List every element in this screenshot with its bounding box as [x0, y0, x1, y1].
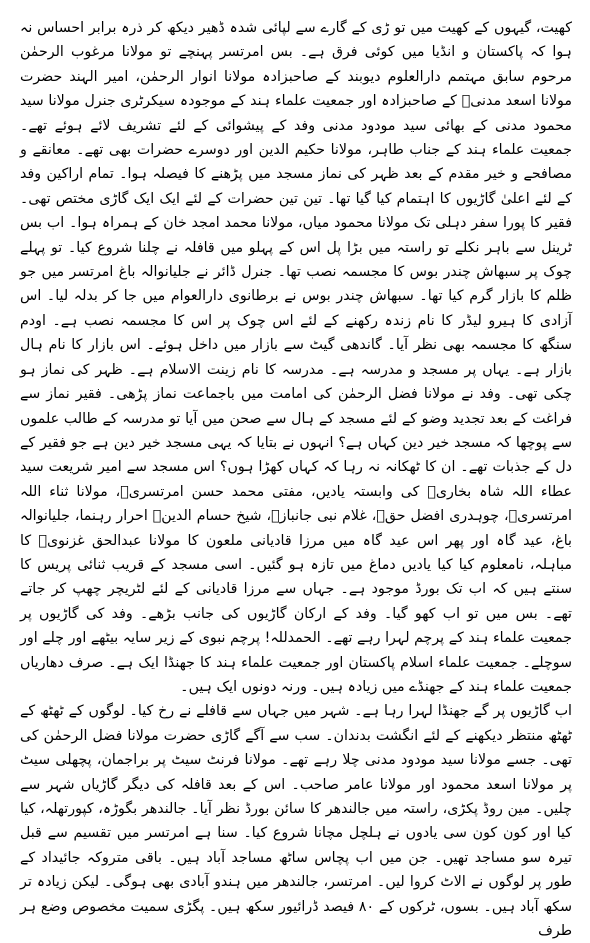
- article-body: [20, 16, 572, 943]
- article-paragraph-2: اب گاڑیوں پر گے جھنڈا لہرا رہا ہے۔ شہر میں جہاں سے قافلے نے رخ کیا۔ لوگوں کے ٹھٹھ کے ٹھٹھ منتظر دیکھنے کے لئے انگشت بدندان۔ سب سے آگے گاڑی حضرت مولانا فضل الرحمٰن کی تھی۔ جسے مولانا سید مودود مدنی چلا رہے تھے۔ مولانا فرنٹ سیٹ پر براجمان، پچھلی سیٹ پر مولانا اسعد محمود اور مولانا عامر صاحب۔ اس کے بعد قافلہ کی دیگر گاڑیاں شہر سے چلیں۔ مین روڈ پکڑی، راستہ میں جالندھر کا سائن بورڈ نظر آیا۔ جالندھر بگوڑہ، کپورتھلہ، کیا کیا اور کون کون سی یادوں نے ہلچل مچانا شروع کیا۔ سنا ہے امرتسر میں تقسیم سے قبل تیرہ سو مساجد تھیں۔ جن میں اب پچاس ساٹھ مساجد آباد ہیں۔ باقی متروکہ جائیداد کے طور پر لوگوں نے الاٹ کروا لیں۔ امرتسر، جالندھر میں ہندو آبادی بھی ہوگی۔ لیکن زیادہ تر سکھ آباد ہیں۔ بسوں، ٹرکوں کے ۸۰ فیصد ڈرائیور سکھ ہیں۔ پگڑی سمیت مخصوص وضع ہر طرف: [20, 703, 573, 940]
- article-paragraph-1: کھیت، گیہوں کے کھیت میں تو ڑی کے گارے سے لپائی شدہ ڈھیر دیکھ کر ذرہ برابر احساس نہ ہوا کہ پاکستان و انڈیا میں کوئی فرق ہے۔ بس امرتسر پہنچے تو مولانا مرغوب الرحمٰن مرحوم سابق مہتمم دارالعلوم دیوبند کے صاحبزادہ مولانا انوار الرحمٰن، امیر الہند حضرت مولانا اسعد مدنیؒ کے صاحبزادہ اور جمعیت علماء ہند کے موجودہ سیکرٹری جنرل مولانا سید محمود مدنی کے بھائی سید مودود مدنی وفد کے پیشوائی کے لئے تشریف لائے ہوئے تھے۔ جمعیت علماء ہند کے جناب طاہر، مولانا حکیم الدین اور دوسرے حضرات بھی تھے۔ معانقے و مصافحے و خیر مقدم کے بعد ظہر کی نماز مسجد میں پڑھنے کا فیصلہ ہوا۔ تمام اراکین وفد کے لئے اعلیٰ گاڑیوں کا اہتمام کیا گیا تھا۔ تین تین حضرات کے لئے ایک ایک گاڑی مختص تھی۔ فقیر کا پورا سفر دہلی تک مولانا محمود میاں، مولانا محمد امجد خان کے ہمراہ ہوا۔ اب بس ٹرینل سے باہر نکلے تو راستہ میں بڑا پل اس کے پہلو میں قافلہ نے چلنا شروع کیا۔ تو پہلے چوک پر سبھاش چندر بوس کا مجسمہ نصب تھا۔ جنرل ڈائر نے جلیانوالہ باغ امرتسر میں جو ظلم کا بازار گرم کیا تھا۔ سبھاش چندر بوس نے برطانوی دارالعوام میں جا کر بدلہ لیا۔ اس آزادی کا ہیرو لیڈر کا نام زندہ رکھنے کے لئے اس چوک پر اس کا مجسمہ نصب ہے۔ اودم سنگھ کا مجسمہ بھی نظر آیا۔ گاندھی گیٹ سے بازار میں داخل ہوئے۔ اس بازار کا نام ہال بازار ہے۔ یہاں پر مسجد و مدرسہ ہے۔ مدرسہ کا نام زینت الاسلام ہے۔ ظہر کی نماز ہو چکی تھی۔ وفد نے مولانا فضل الرحمٰن کی امامت میں باجماعت نماز پڑھی۔ فقیر نماز سے فراغت کے بعد تجدید وضو کے لئے مسجد کے ہال سے صحن میں آیا تو مدرسہ کے طالب علموں سے پوچھا کہ مسجد خیر دین کہاں ہے؟ انہوں نے بتایا کہ یہی مسجد خیر دین ہے جو فقیر کے دل کے جذبات تھے۔ ان کا ٹھکانہ نہ رہا کہ کہاں کھڑا ہوں؟ اس مسجد سے امیر شریعت سید عطاء اللہ شاہ بخاریؒ کی وابستہ یادیں، مفتی محمد حسن امرتسریؒ، مولانا ثناء اللہ امرتسریؒ، چوہدری افضل حقؒ، غلام نبی جانبازؒ، شیخ حسام الدینؒ احرار رہنما، جلیانوالہ باغ، عید گاہ اور پھر اس عید گاہ میں مرزا قادیانی ملعون کا مولانا عبدالحق غزنویؒ کا مباہلہ، نامعلوم کیا کیا یادیں دماغ میں تازہ ہو گئیں۔ اسی مسجد کے قریب ثنائی پریس کا سنتے ہیں کہ اب تک بورڈ موجود ہے۔ جہاں سے مرزا قادیانی کے لئے لٹریچر چھپ کر جاتے تھے۔ بس میں تو اب کھو گیا۔ وفد کے ارکان گاڑیوں کی جانب بڑھے۔ وفد کی گاڑیوں پر جمعیت علماء ہند کے پرچم لہرا رہے تھے۔ الحمدللہ! پرچم نبوی کے زیر سایہ بیٹھے اور چلے اور سوچلے۔ جمعیت علماء اسلام پاکستان اور جمعیت علماء ہند کا جھنڈا ایک ہے۔ صرف دھاریاں جمعیت علماء ہند کے جھنڈے میں زیادہ ہیں۔ ورنہ دونوں ایک ہیں۔: [20, 20, 572, 695]
